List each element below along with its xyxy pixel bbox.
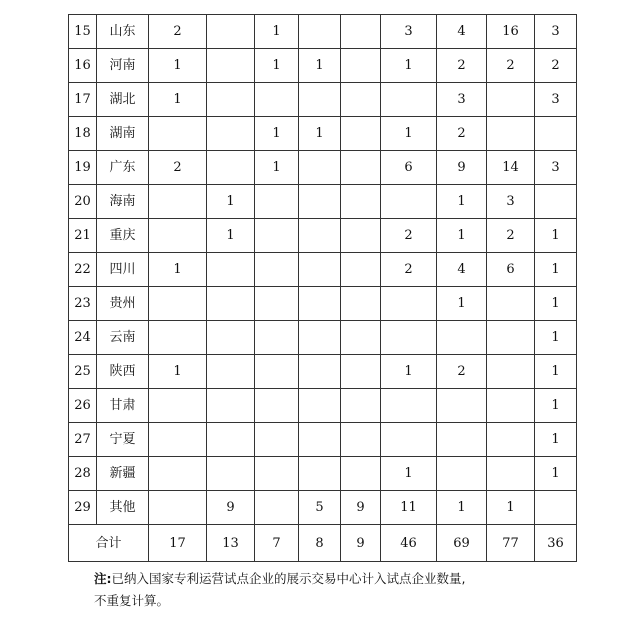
province-name: 湖南 [97, 117, 149, 151]
count-cell [207, 423, 255, 457]
total-label: 合计 [69, 525, 149, 562]
province-name: 陕西 [97, 355, 149, 389]
table-row [69, 253, 577, 287]
count-cell: 1 [535, 423, 577, 457]
count-cell: 1 [207, 219, 255, 253]
count-cell [381, 185, 437, 219]
total-cell: 13 [207, 525, 255, 562]
row-number: 26 [69, 389, 97, 423]
row-number: 29 [69, 491, 97, 525]
count-cell [149, 389, 207, 423]
count-cell [255, 219, 299, 253]
count-cell: 1 [299, 49, 341, 83]
count-cell [381, 389, 437, 423]
count-cell [299, 219, 341, 253]
row-number: 17 [69, 83, 97, 117]
count-cell [341, 457, 381, 491]
count-cell: 1 [381, 49, 437, 83]
count-cell [149, 457, 207, 491]
count-cell: 1 [255, 15, 299, 49]
count-cell [299, 83, 341, 117]
count-cell [207, 83, 255, 117]
count-cell: 2 [487, 49, 535, 83]
count-cell [255, 321, 299, 355]
count-cell [207, 389, 255, 423]
count-cell: 6 [381, 151, 437, 185]
province-name: 海南 [97, 185, 149, 219]
row-number: 19 [69, 151, 97, 185]
count-cell: 1 [381, 117, 437, 151]
count-cell: 3 [437, 83, 487, 117]
count-cell: 1 [149, 253, 207, 287]
count-cell: 3 [381, 15, 437, 49]
count-cell [255, 491, 299, 525]
count-cell [255, 423, 299, 457]
count-cell: 1 [255, 117, 299, 151]
count-cell: 1 [149, 49, 207, 83]
count-cell: 2 [149, 151, 207, 185]
row-number: 20 [69, 185, 97, 219]
count-cell [149, 185, 207, 219]
count-cell: 1 [535, 253, 577, 287]
count-cell [341, 49, 381, 83]
count-cell [535, 117, 577, 151]
count-cell [207, 15, 255, 49]
total-cell: 7 [255, 525, 299, 562]
count-cell [299, 15, 341, 49]
count-cell [487, 423, 535, 457]
count-cell: 3 [535, 151, 577, 185]
count-cell: 1 [299, 117, 341, 151]
count-cell: 11 [381, 491, 437, 525]
count-cell [299, 185, 341, 219]
count-cell: 6 [487, 253, 535, 287]
count-cell [299, 355, 341, 389]
count-cell [207, 253, 255, 287]
count-cell [207, 151, 255, 185]
count-cell: 1 [535, 355, 577, 389]
row-number: 16 [69, 49, 97, 83]
count-cell [255, 185, 299, 219]
count-cell [299, 423, 341, 457]
table-row [69, 185, 577, 219]
count-cell [341, 117, 381, 151]
count-cell [341, 83, 381, 117]
count-cell: 5 [299, 491, 341, 525]
count-cell [381, 83, 437, 117]
count-cell [437, 457, 487, 491]
count-cell [299, 253, 341, 287]
count-cell [149, 117, 207, 151]
count-cell [487, 457, 535, 491]
table-row [69, 117, 577, 151]
count-cell: 1 [535, 457, 577, 491]
row-number: 18 [69, 117, 97, 151]
count-cell [341, 151, 381, 185]
count-cell: 1 [437, 185, 487, 219]
count-cell: 2 [535, 49, 577, 83]
statistics-table [68, 14, 577, 562]
count-cell: 2 [437, 355, 487, 389]
footnote-label: 注: [94, 571, 112, 586]
count-cell: 1 [535, 219, 577, 253]
count-cell [207, 457, 255, 491]
count-cell: 1 [149, 355, 207, 389]
footnote-line-1: 已纳入国家专利运营试点企业的展示交易中心计入试点企业数量, [111, 571, 466, 586]
count-cell: 4 [437, 15, 487, 49]
count-cell [255, 83, 299, 117]
total-cell: 17 [149, 525, 207, 562]
province-name: 山东 [97, 15, 149, 49]
province-name: 湖北 [97, 83, 149, 117]
table-row [69, 83, 577, 117]
table-row [69, 151, 577, 185]
count-cell: 1 [381, 355, 437, 389]
count-cell [381, 423, 437, 457]
row-number: 24 [69, 321, 97, 355]
count-cell [299, 287, 341, 321]
count-cell [487, 321, 535, 355]
count-cell: 9 [437, 151, 487, 185]
count-cell [149, 287, 207, 321]
count-cell [535, 185, 577, 219]
count-cell [437, 321, 487, 355]
count-cell [381, 287, 437, 321]
count-cell [381, 321, 437, 355]
count-cell [207, 117, 255, 151]
table-row [69, 389, 577, 423]
count-cell [341, 253, 381, 287]
count-cell [207, 321, 255, 355]
count-cell [487, 83, 535, 117]
count-cell: 2 [149, 15, 207, 49]
count-cell [341, 389, 381, 423]
province-name: 其他 [97, 491, 149, 525]
count-cell: 1 [255, 151, 299, 185]
count-cell [255, 355, 299, 389]
table-row [69, 287, 577, 321]
row-number: 27 [69, 423, 97, 457]
count-cell [149, 219, 207, 253]
count-cell: 9 [341, 491, 381, 525]
total-cell: 77 [487, 525, 535, 562]
count-cell [487, 287, 535, 321]
count-cell: 1 [207, 185, 255, 219]
row-number: 23 [69, 287, 97, 321]
table-row [69, 491, 577, 525]
table-row [69, 219, 577, 253]
count-cell: 2 [381, 253, 437, 287]
total-cell: 9 [341, 525, 381, 562]
count-cell [255, 287, 299, 321]
count-cell: 1 [535, 389, 577, 423]
count-cell: 2 [487, 219, 535, 253]
row-number: 28 [69, 457, 97, 491]
count-cell: 9 [207, 491, 255, 525]
count-cell [535, 491, 577, 525]
province-name: 广东 [97, 151, 149, 185]
count-cell: 1 [149, 83, 207, 117]
total-cell: 69 [437, 525, 487, 562]
count-cell: 1 [437, 219, 487, 253]
count-cell [341, 321, 381, 355]
count-cell: 14 [487, 151, 535, 185]
count-cell [341, 219, 381, 253]
count-cell [255, 389, 299, 423]
count-cell: 3 [487, 185, 535, 219]
count-cell: 16 [487, 15, 535, 49]
table-row [69, 49, 577, 83]
count-cell: 1 [381, 457, 437, 491]
row-number: 22 [69, 253, 97, 287]
count-cell: 2 [437, 117, 487, 151]
count-cell [487, 389, 535, 423]
count-cell [207, 49, 255, 83]
count-cell: 1 [487, 491, 535, 525]
table-row [69, 423, 577, 457]
count-cell [341, 15, 381, 49]
count-cell [437, 423, 487, 457]
count-cell: 1 [535, 321, 577, 355]
count-cell [299, 457, 341, 491]
table-row [69, 321, 577, 355]
count-cell [207, 287, 255, 321]
count-cell: 3 [535, 15, 577, 49]
table-row [69, 355, 577, 389]
count-cell: 4 [437, 253, 487, 287]
total-cell: 36 [535, 525, 577, 562]
table-row [69, 457, 577, 491]
count-cell: 1 [437, 491, 487, 525]
count-cell: 2 [381, 219, 437, 253]
count-cell [341, 287, 381, 321]
total-cell: 46 [381, 525, 437, 562]
province-name: 宁夏 [97, 423, 149, 457]
count-cell [487, 355, 535, 389]
total-row [69, 525, 577, 562]
count-cell: 2 [437, 49, 487, 83]
row-number: 15 [69, 15, 97, 49]
province-name: 新疆 [97, 457, 149, 491]
count-cell: 1 [535, 287, 577, 321]
count-cell [341, 185, 381, 219]
footnote-line-2: 不重复计算。 [94, 593, 170, 608]
count-cell: 1 [437, 287, 487, 321]
table-row [69, 15, 577, 49]
count-cell [149, 321, 207, 355]
count-cell [299, 389, 341, 423]
count-cell [149, 423, 207, 457]
count-cell [255, 253, 299, 287]
count-cell [255, 457, 299, 491]
count-cell [487, 117, 535, 151]
count-cell [207, 355, 255, 389]
count-cell [299, 321, 341, 355]
province-name: 四川 [97, 253, 149, 287]
count-cell [437, 389, 487, 423]
count-cell [299, 151, 341, 185]
province-name: 云南 [97, 321, 149, 355]
row-number: 21 [69, 219, 97, 253]
province-name: 贵州 [97, 287, 149, 321]
count-cell: 1 [255, 49, 299, 83]
province-name: 甘肃 [97, 389, 149, 423]
count-cell [341, 423, 381, 457]
count-cell: 3 [535, 83, 577, 117]
province-name: 河南 [97, 49, 149, 83]
table-body [69, 15, 577, 562]
footnote [94, 568, 594, 612]
row-number: 25 [69, 355, 97, 389]
count-cell [149, 491, 207, 525]
count-cell [341, 355, 381, 389]
province-name: 重庆 [97, 219, 149, 253]
total-cell: 8 [299, 525, 341, 562]
